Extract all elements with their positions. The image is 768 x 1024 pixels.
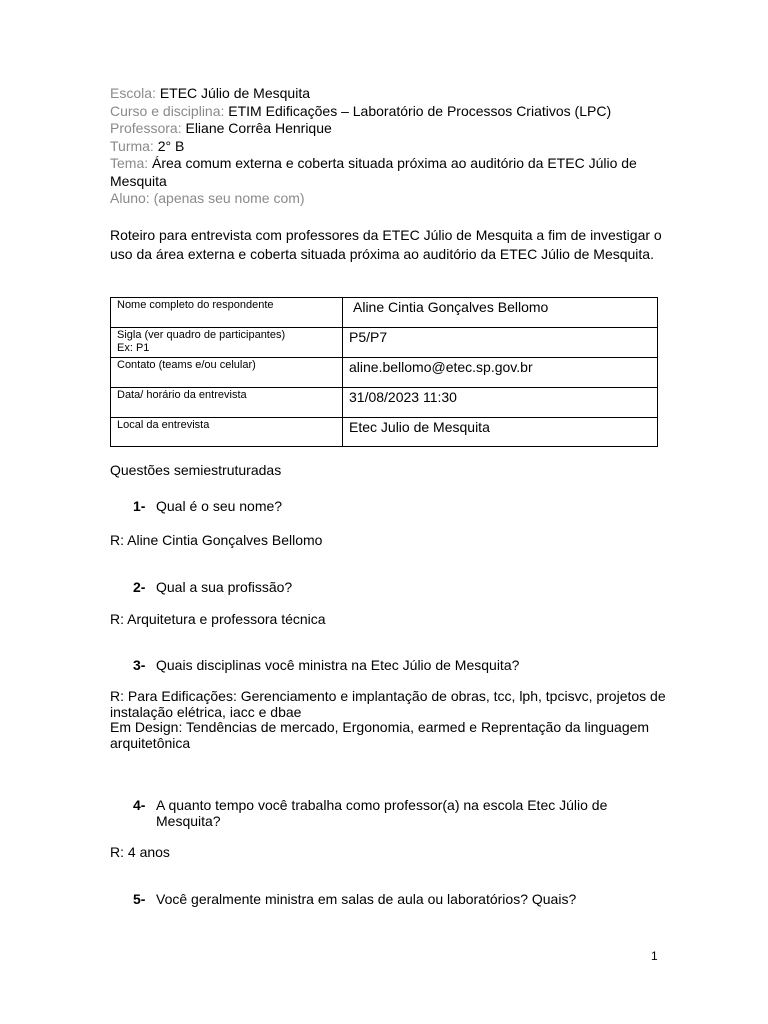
- table-key: Sigla (ver quadro de participantes) Ex: P1: [111, 328, 343, 358]
- question-number: 5-: [133, 891, 146, 907]
- question-text: Quais disciplinas você ministra na Etec Júlio de Mesquita?: [156, 657, 520, 673]
- table-key: Data/ horário da entrevista: [111, 388, 343, 418]
- table-key: Local da entrevista: [111, 418, 343, 447]
- question-text: A quanto tempo você trabalha como professor(a) na escola Etec Júlio de Mesquita?: [156, 797, 608, 829]
- question-number: 3-: [133, 657, 146, 673]
- answer-text: R: 4 anos: [110, 844, 170, 860]
- answer-text: R: Para Edificações: Gerenciamento e implantação de obras, tcc, lph, tpcisvc, projetos de instalação elétrica, iacc e dbae: [110, 688, 666, 720]
- section-title: Questões semiestruturadas: [110, 462, 282, 478]
- page-number: 1: [651, 949, 658, 963]
- question-number: 2-: [133, 579, 146, 595]
- table-key: Contato (teams e/ou celular): [111, 358, 343, 388]
- table-row: [111, 298, 658, 328]
- question-text: Qual a sua profissão?: [156, 579, 293, 595]
- table-value: Aline Cintia Gonçalves Bellomo: [343, 298, 658, 328]
- document-header: [110, 85, 670, 208]
- table-row: [111, 328, 658, 358]
- escola-line: Escola: ETEC Júlio de Mesquita: [110, 85, 310, 101]
- curso-line: Curso e disciplina: ETIM Edificações – Laboratório de Processos Criativos (LPC): [110, 102, 612, 119]
- aluno-line: Aluno: (apenas seu nome com): [110, 190, 305, 206]
- table-key: Nome completo do respondente: [111, 298, 343, 328]
- answer-text: Em Design: Tendências de mercado, Ergonomia, earmed e Reprentação da linguagem arquitetônica: [110, 719, 650, 751]
- respondent-info-table: [110, 297, 658, 447]
- question-text: Você geralmente ministra em salas de aula ou laboratórios? Quais?: [156, 891, 577, 907]
- table-value: Etec Julio de Mesquita: [343, 418, 658, 447]
- table-value: 31/08/2023 11:30: [343, 388, 658, 418]
- professora-line: Professora: Eliane Corrêa Henrique: [110, 120, 332, 136]
- table-row: [111, 388, 658, 418]
- question-number: 4-: [133, 797, 146, 813]
- turma-line: Turma: 2° B: [110, 137, 185, 154]
- table-value: P5/P7: [343, 328, 658, 358]
- intro-paragraph: Roteiro para entrevista com professores da ETEC Júlio de Mesquita a fim de investigar o uso da área externa e coberta situada próxima ao auditório da ETEC Júlio de Mesquita.: [110, 227, 662, 262]
- tema-line: Tema: Área comum externa e coberta situada próxima ao auditório da ETEC Júlio de Mesquita: [110, 155, 637, 189]
- table-row: [111, 358, 658, 388]
- table-value: aline.bellomo@etec.sp.gov.br: [343, 358, 658, 388]
- question-text: Qual é o seu nome?: [156, 498, 283, 514]
- question-number: 1-: [133, 498, 146, 514]
- answer-text: R: Aline Cintia Gonçalves Bellomo: [110, 532, 323, 548]
- answer-text: R: Arquitetura e professora técnica: [110, 611, 326, 627]
- table-row: [111, 418, 658, 447]
